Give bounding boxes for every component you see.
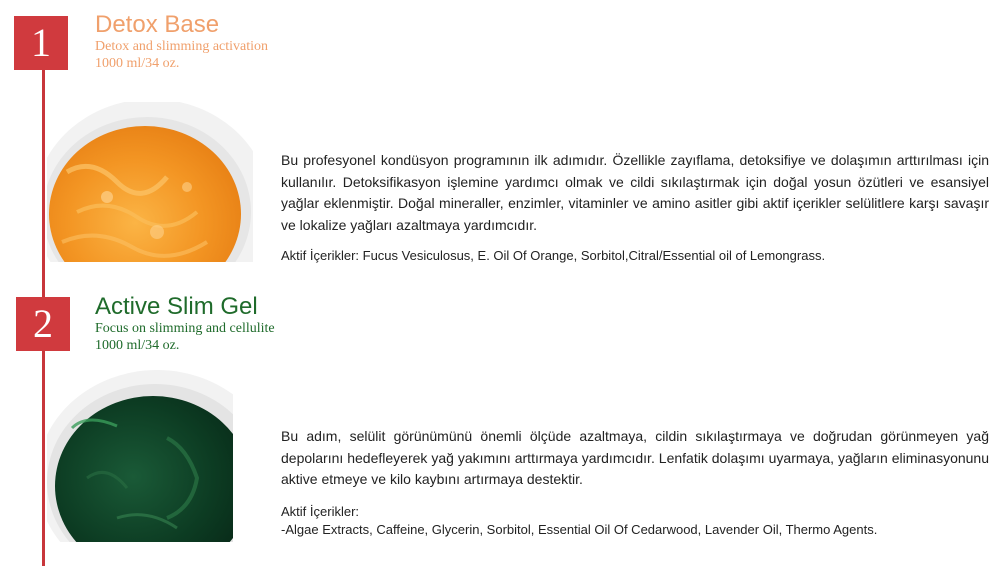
ingredients-label: Aktif İçerikler: — [281, 504, 360, 519]
product-title: Detox Base — [95, 11, 220, 38]
product-subtitle: Detox and slimming activation — [95, 39, 269, 54]
ingredients-label: Aktif İçerikler: — [281, 248, 360, 263]
product-jar-image — [47, 368, 233, 542]
product-subtitle: Focus on slimming and cellulite — [95, 321, 275, 336]
product-ingredients — [281, 503, 877, 539]
product-volume: 1000 ml/34 oz. — [95, 338, 180, 353]
product-volume: 1000 ml/34 oz. — [95, 56, 180, 71]
product-title: Active Slim Gel — [95, 293, 258, 320]
ingredients-list: Fucus Vesiculosus, E. Oil Of Orange, Sorbitol,Citral/Essential oil of Lemongrass. — [362, 248, 826, 263]
product-header — [95, 12, 268, 72]
product-ingredients — [281, 247, 825, 265]
ingredients-list: -Algae Extracts, Caffeine, Glycerin, Sorbitol, Essential Oil Of Cedarwood, Lavender Oil, Thermo Agents. — [281, 522, 878, 537]
step-number-badge: 1 — [14, 16, 68, 70]
product-description: Bu profesyonel kondüsyon programının ilk adımıdır. Özellikle zayıflama, detoksifiye ve dolaşımın arttırılması için kullanılır. Detoksifikasyon işlemine yardımcı olmak ve cildi sıkılaştırmak için doğal yosun özütleri ve esansiyel yağlar eklenmiştir. Doğal mineraller, enzimler, vitaminler ve amino asitler gibi aktif içerikler selülitlere karşı savaşır ve lokalize yağları azaltmaya yardımcıdır. — [281, 152, 989, 233]
product-header — [95, 294, 275, 354]
product-description: Bu adım, selülit görünümünü önemli ölçüde azaltmaya, cildin sıkılaştırmaya ve doğrudan görünmeyen yağ depolarını hedefleyerek yağ yakımını arttırmaya yardımcıdır. Lenfatik dolaşımı uyarmaya, yağların eliminasyonunu aktive etmeye ve kilo kaybını artırmaya destektir. — [281, 428, 989, 487]
step-number-badge: 2 — [16, 297, 70, 351]
product-jar-image — [47, 102, 253, 262]
